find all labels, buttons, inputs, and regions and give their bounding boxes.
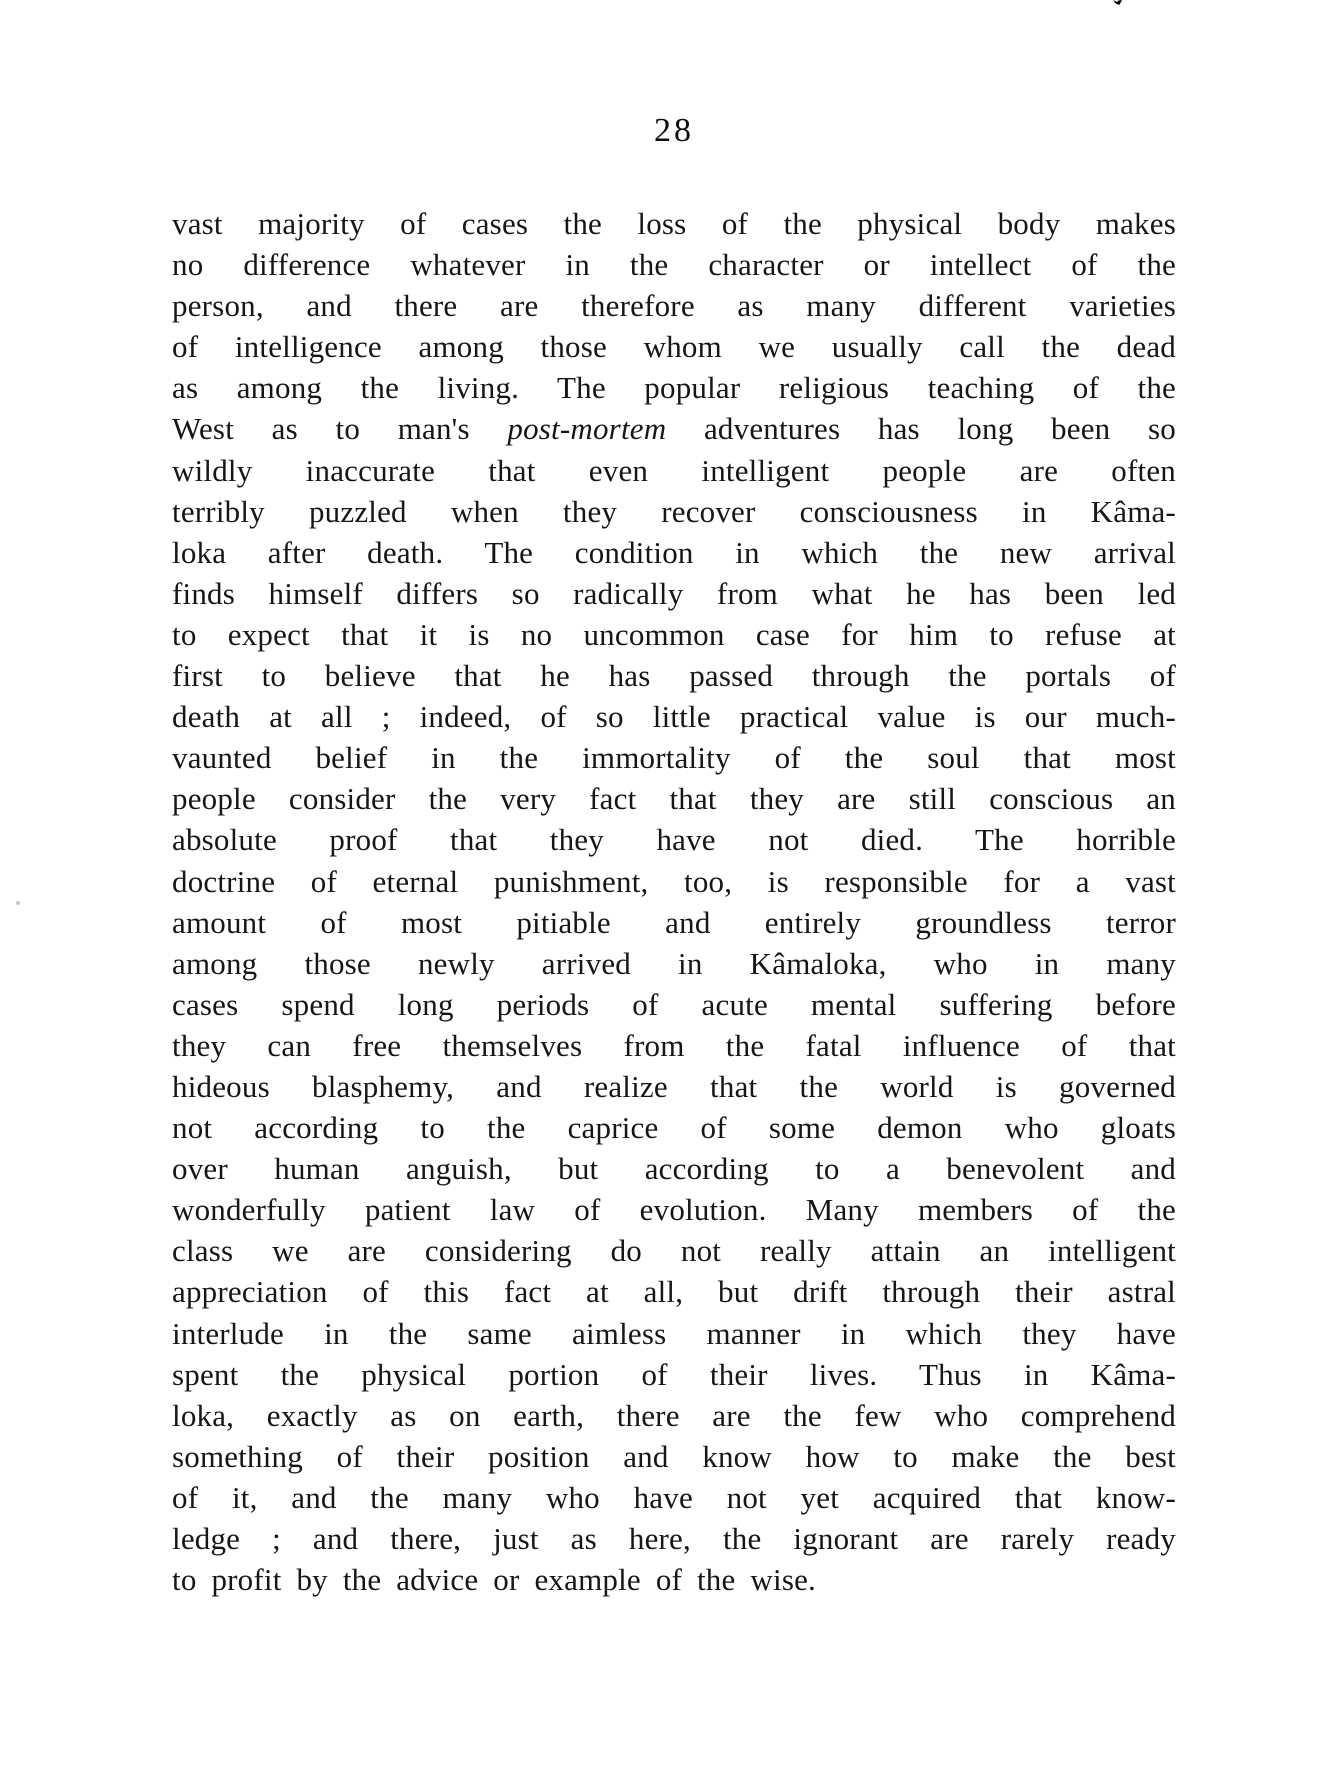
text-line — [172, 1354, 1176, 1395]
text-line — [172, 491, 1176, 532]
text-segment: finds himself differs so radically from what he has been led — [172, 575, 1176, 611]
text-segment: people consider the very fact that they are still conscious an — [172, 781, 1176, 817]
text-segment: loka, exactly as on earth, there are the few who comprehend — [172, 1397, 1176, 1433]
text-segment: person, and there are therefore as many different varieties — [172, 288, 1176, 324]
text-line — [172, 1436, 1176, 1477]
text-line — [172, 1230, 1176, 1271]
text-segment: to profit by the advice or example of the wise. — [172, 1562, 816, 1598]
italic-text: post-mortem — [507, 411, 667, 447]
text-segment: wildly inaccurate that even intelligent people are often — [172, 452, 1176, 488]
text-line — [172, 614, 1176, 655]
text-line — [172, 1313, 1176, 1354]
text-segment: interlude in the same aimless manner in which they have — [172, 1315, 1176, 1351]
text-line — [172, 819, 1176, 860]
text-segment: over human anguish, but according to a benevolent and — [172, 1151, 1176, 1187]
text-segment: of intelligence among those whom we usually call the dead — [172, 329, 1176, 365]
text-line — [172, 1189, 1176, 1230]
text-segment: hideous blasphemy, and realize that the world is governed — [172, 1068, 1176, 1104]
text-line — [172, 943, 1176, 984]
text-segment: adventures has long been so — [666, 411, 1176, 447]
text-segment: death at all ; indeed, of so little practical value is our much- — [172, 699, 1176, 735]
text-line — [172, 778, 1176, 819]
text-line — [172, 1107, 1176, 1148]
text-line — [172, 1559, 1176, 1600]
text-segment: ledge ; and there, just as here, the ignorant are rarely ready — [172, 1521, 1176, 1556]
text-segment: something of their position and know how to make the best — [172, 1438, 1176, 1474]
text-segment: among those newly arrived in Kâmaloka, who in many — [172, 945, 1176, 981]
text-segment: spent the physical portion of their lives. Thus in Kâma- — [172, 1356, 1176, 1392]
text-segment: first to believe that he has passed through the portals of — [172, 658, 1176, 694]
text-segment: cases spend long periods of acute mental suffering before — [172, 986, 1176, 1022]
text-line — [172, 450, 1176, 491]
text-line — [172, 573, 1176, 614]
scan-speck-artifact — [1113, 0, 1122, 5]
text-segment: vast majority of cases the loss of the physical body makes — [172, 206, 1176, 241]
text-line — [172, 1518, 1176, 1559]
text-line — [172, 285, 1176, 326]
text-segment: amount of most pitiable and entirely groundless terror — [172, 904, 1176, 940]
text-segment: no difference whatever in the character or intellect of the — [172, 247, 1176, 283]
text-line — [172, 902, 1176, 943]
text-line — [172, 984, 1176, 1025]
text-segment: doctrine of eternal punishment, too, is responsible for a vast — [172, 863, 1176, 899]
text-line — [172, 244, 1176, 285]
text-segment: West as to man's — [172, 411, 508, 447]
text-segment: of it, and the many who have not yet acquired that know- — [172, 1479, 1176, 1515]
text-segment: to expect that it is no uncommon case for him to refuse at — [172, 616, 1176, 652]
text-segment: as among the living. The popular religious teaching of the — [172, 370, 1176, 406]
text-line — [172, 203, 1176, 244]
text-segment: they can free themselves from the fatal influence of that — [172, 1027, 1176, 1063]
text-line — [172, 861, 1176, 902]
text-line — [172, 1395, 1176, 1436]
text-line — [172, 737, 1176, 778]
text-line — [172, 655, 1176, 696]
text-segment: not according to the caprice of some demon who gloats — [172, 1110, 1176, 1146]
text-line — [172, 1271, 1176, 1312]
text-line — [172, 696, 1176, 737]
text-line — [172, 1148, 1176, 1189]
text-line — [172, 1025, 1176, 1066]
text-line — [172, 408, 1176, 449]
text-line — [172, 532, 1176, 573]
text-segment: class we are considering do not really attain an intelligent — [172, 1233, 1176, 1269]
text-segment: vaunted belief in the immortality of the soul that most — [172, 740, 1176, 776]
text-segment: terribly puzzled when they recover consciousness in Kâma- — [172, 493, 1176, 529]
text-segment: absolute proof that they have not died. The horrible — [172, 822, 1176, 858]
text-line — [172, 1066, 1176, 1107]
page-number: 28 — [654, 112, 694, 149]
text-line — [172, 326, 1176, 367]
text-segment: appreciation of this fact at all, but drift through their astral — [172, 1274, 1176, 1310]
scan-dot-artifact — [16, 901, 20, 905]
page-text — [172, 203, 1176, 1600]
text-segment: loka after death. The condition in which the new arrival — [172, 534, 1176, 570]
text-line — [172, 367, 1176, 408]
text-line — [172, 1477, 1176, 1518]
text-segment: wonderfully patient law of evolution. Many members of the — [172, 1192, 1176, 1228]
